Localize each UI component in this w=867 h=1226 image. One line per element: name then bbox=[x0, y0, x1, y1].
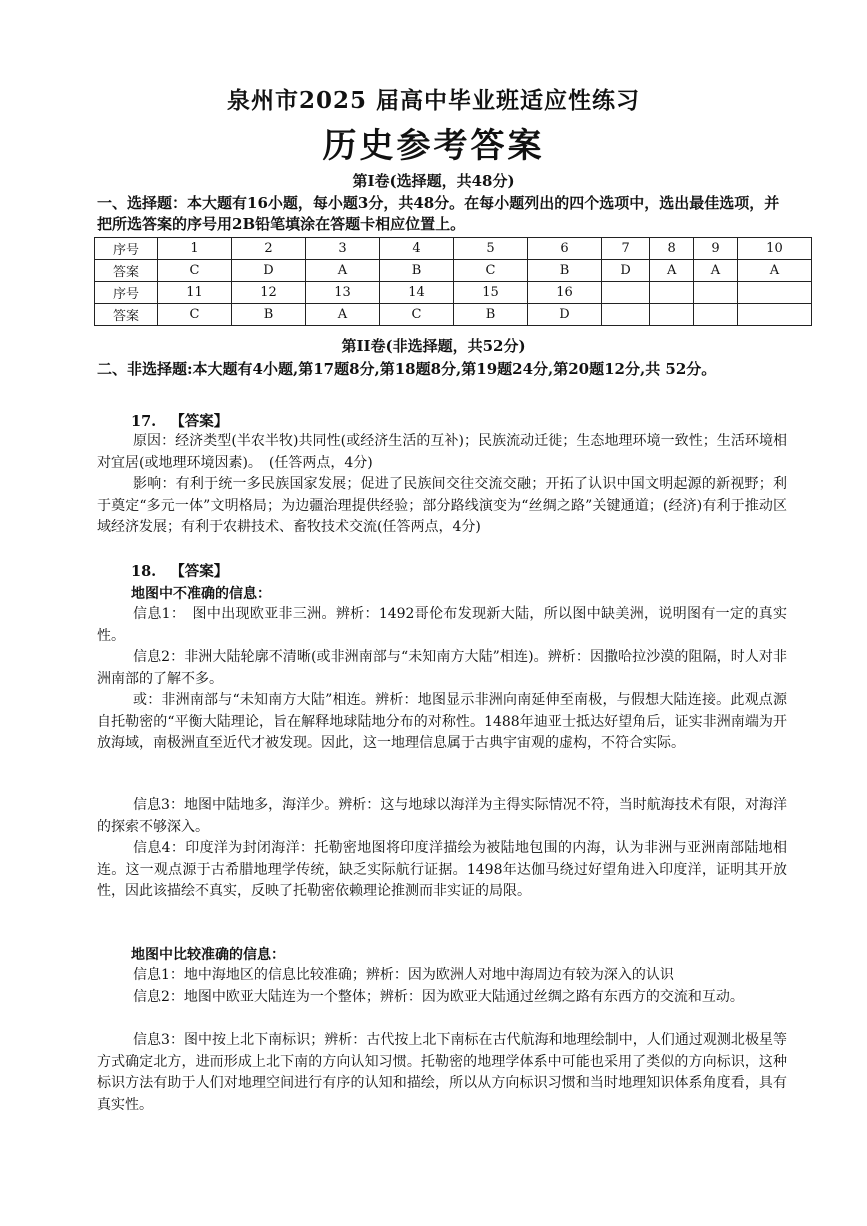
answer-table-cell: B bbox=[232, 304, 306, 326]
answer-table-cell: 15 bbox=[454, 282, 528, 304]
answer-table-row-header: 答案 bbox=[95, 260, 158, 282]
answer-table-row bbox=[95, 282, 812, 304]
answer-table-cell: A bbox=[650, 260, 694, 282]
answer-table-cell bbox=[650, 304, 694, 326]
answer-table-cell: 14 bbox=[380, 282, 454, 304]
answer-table-cell: B bbox=[528, 260, 602, 282]
accurate-info-3: 信息3：图中按上北下南标识；辨析：古代按上北下南标在古代航海和地理绘制中，人们通过观测北极星等方式确定北方，进而形成上北下南的方向认知习惯。托勒密的地理学体系中可能也采用了类似的方向标识，这种标识方法有助于人们对地理空间进行有序的认知和描绘，所以从方向标识习惯和当时地理知识体系角度看，具有真实性。 bbox=[97, 1032, 787, 1113]
q18-heading bbox=[131, 560, 228, 581]
answer-table-cell bbox=[694, 282, 738, 304]
part2-instruction: 二、非选择题:本大题有4小题,第17题8分,第18题8分,第19题24分,第20题12分,共 52分。 bbox=[97, 360, 717, 378]
answer-table-cell: 9 bbox=[694, 238, 738, 260]
answer-table-cell: 6 bbox=[528, 238, 602, 260]
accurate-info-1: 信息1：地中海地区的信息比较准确；辨析：因为欧洲人对地中海周边有较为深入的认识 bbox=[133, 967, 674, 983]
part1-heading: 第Ⅰ卷(选择题，共48分) bbox=[352, 172, 515, 190]
answer-table-cell: C bbox=[158, 304, 232, 326]
answer-table-cell: 7 bbox=[602, 238, 650, 260]
answer-table-cell: 10 bbox=[737, 238, 811, 260]
answer-table-cell: A bbox=[694, 260, 738, 282]
answer-table-cell: A bbox=[306, 304, 380, 326]
page-title: 历史参考答案 bbox=[322, 126, 545, 166]
inaccurate-info-2: 信息2：非洲大陆轮廓不清晰(或非洲南部与“未知南方大陆”相连)。辨析：因撒哈拉沙漠的阻隔，时人对非洲南部的了解不多。 bbox=[97, 649, 787, 687]
inaccurate-info-4: 信息4：印度洋为封闭海洋：托勒密地图将印度洋描绘为被陆地包围的内海，认为非洲与亚洲南部陆地相连。这一观点源于古希腊地理学传统，缺乏实际航行证据。1498年达伽马绕过好望角进入印度洋，证明其开放性，因此该描绘不真实，反映了托勒密依赖理论推测而非实证的局限。 bbox=[97, 840, 787, 900]
accurate-info-label: 地图中比较准确的信息： bbox=[131, 947, 285, 963]
answer-table-cell: 12 bbox=[232, 282, 306, 304]
answer-table-cell bbox=[694, 304, 738, 326]
part2-heading: 第II卷(非选择题，共52分) bbox=[341, 337, 526, 355]
inaccurate-info-1: 信息1： 图中出现欧亚非三洲。辨析：1492哥伦布发现新大陆，所以图中缺美洲，说明图有一定的真实性。 bbox=[97, 606, 787, 644]
answer-table-cell: 4 bbox=[380, 238, 454, 260]
answer-table-cell: C bbox=[454, 260, 528, 282]
answer-table-row bbox=[95, 238, 812, 260]
answer-table-cell bbox=[650, 282, 694, 304]
inaccurate-info-label: 地图中不准确的信息： bbox=[131, 586, 271, 602]
answer-table-cell: D bbox=[528, 304, 602, 326]
answer-table-cell: D bbox=[602, 260, 650, 282]
answer-table-cell: C bbox=[158, 260, 232, 282]
answer-table-cell: 5 bbox=[454, 238, 528, 260]
answer-table-row bbox=[95, 304, 812, 326]
q17-impacts: 影响：有利于统一多民族国家发展；促进了民族间交往交流交融；开拓了认识中国文明起源的新视野；利于奠定“多元一体”文明格局；为边疆治理提供经验；部分路线演变为“丝绸之路”关键通道；(经济)有利于推动区域经济发展；有利于农耕技术、畜牧技术交流(任答两点，4分) bbox=[97, 476, 787, 536]
inaccurate-info-2-alt: 或：非洲南部与“未知南方大陆”相连。辨析：地图显示非洲向南延伸至南极，与假想大陆连接。此观点源自托勒密的“平衡大陆理论，旨在解释地球陆地分布的对称性。1488年迪亚士抵达好望角后，证实非洲南端为开放海域，南极洲直至近代才被发现。因此，这一地理信息属于古典宇宙观的虚构，不符合实际。 bbox=[97, 692, 787, 752]
answer-table-cell: D bbox=[232, 260, 306, 282]
inaccurate-info-3: 信息3：地图中陆地多，海洋少。辨析：这与地球以海洋为主得实际情况不符，当时航海技术有限，对海洋的探索不够深入。 bbox=[97, 797, 787, 835]
answer-table-cell bbox=[602, 282, 650, 304]
q17-answer-mark: 【答案】 bbox=[170, 413, 229, 430]
q17-number: 17. bbox=[131, 413, 157, 430]
answer-table-row-header: 答案 bbox=[95, 304, 158, 326]
q17-reasons: 原因：经济类型(半农半牧)共同性(或经济生活的互补)；民族流动迁徙；生态地理环境一致性；生活环境相对宜居(或地理环境因素)。 (任答两点，4分) bbox=[97, 433, 787, 471]
answer-table-cell: 1 bbox=[158, 238, 232, 260]
q17-heading bbox=[131, 410, 228, 431]
answer-table-cell: A bbox=[306, 260, 380, 282]
q18-answer-mark: 【答案】 bbox=[170, 563, 229, 580]
answer-table-cell: 13 bbox=[306, 282, 380, 304]
answer-table-row-header: 序号 bbox=[95, 238, 158, 260]
answer-table-cell bbox=[737, 282, 811, 304]
answer-table bbox=[94, 237, 812, 326]
answer-table-cell bbox=[737, 304, 811, 326]
answer-table-cell: C bbox=[380, 304, 454, 326]
answer-table-row bbox=[95, 260, 812, 282]
answer-table-cell: 16 bbox=[528, 282, 602, 304]
answer-table-cell: B bbox=[380, 260, 454, 282]
q18-number: 18. bbox=[131, 563, 157, 580]
answer-table-cell: 2 bbox=[232, 238, 306, 260]
answer-table-cell: 8 bbox=[650, 238, 694, 260]
exam-subtitle: 泉州市2025 届高中毕业班适应性练习 bbox=[226, 87, 641, 114]
answer-table-cell: 11 bbox=[158, 282, 232, 304]
accurate-info-2: 信息2：地图中欧亚大陆连为一个整体；辨析：因为欧亚大陆通过丝绸之路有东西方的交流和互动。 bbox=[133, 989, 744, 1005]
answer-table-row-header: 序号 bbox=[95, 282, 158, 304]
part1-instruction: 一、选择题：本大题有16小题，每小题3分，共48分。在每小题列出的四个选项中，选出最佳选项，并把所选答案的序号用2B铅笔填涂在答题卡相应位置上。 bbox=[97, 194, 780, 233]
answer-table-cell: 3 bbox=[306, 238, 380, 260]
answer-table-cell: B bbox=[454, 304, 528, 326]
answer-table-cell: A bbox=[737, 260, 811, 282]
answer-table-cell bbox=[602, 304, 650, 326]
